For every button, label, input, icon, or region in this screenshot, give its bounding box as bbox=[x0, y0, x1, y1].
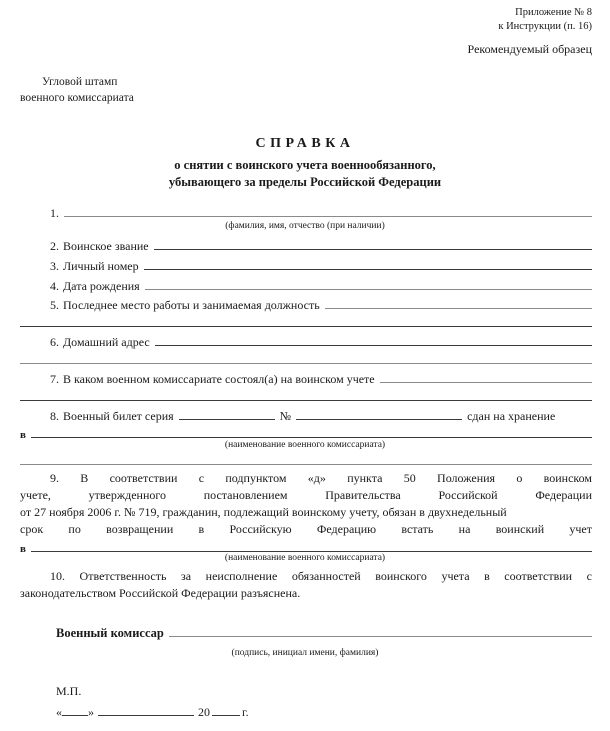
field-8-number-input[interactable] bbox=[296, 406, 462, 420]
annex-reference bbox=[498, 6, 592, 34]
field-row-4-birth-date bbox=[20, 276, 592, 294]
field-6-input-line[interactable] bbox=[155, 332, 592, 346]
field-5-wrap-line[interactable] bbox=[20, 326, 592, 327]
field-8-label: Военный билет серия bbox=[63, 409, 174, 423]
field-8-commissariat-caption: (наименование военного комиссариата) bbox=[224, 440, 386, 450]
annex-line-1: Приложение № 8 bbox=[515, 7, 592, 18]
field-7-input-line[interactable] bbox=[380, 369, 592, 383]
date-year-prefix: 20 bbox=[198, 705, 210, 719]
date-row bbox=[56, 703, 249, 720]
field-8-commissariat-input[interactable] bbox=[31, 424, 592, 438]
field-7-label: В каком военном комиссариате состоял(а) на воинском учете bbox=[63, 372, 375, 386]
paragraph-9-line-3: от 27 ноября 2006 г. № 719, гражданин, подлежащий воинскому учету, обязан в двухнедельный bbox=[20, 505, 507, 519]
field-5-number: 5. bbox=[50, 298, 59, 312]
field-8-number-symbol: № bbox=[279, 409, 292, 423]
field-6-wrap-line[interactable] bbox=[20, 363, 592, 364]
paragraph-9-line-2: учете, утвержденного постановлением Правительства Российской Федерации bbox=[20, 488, 592, 502]
signature-row bbox=[20, 623, 592, 641]
recommended-sample-label: Рекомендуемый образец bbox=[467, 42, 592, 56]
corner-stamp-line-2: военного комиссариата bbox=[20, 92, 134, 104]
date-day-input[interactable] bbox=[62, 703, 88, 716]
paragraph-9-line-1: 9. В соответствии с подпунктом «д» пункта 50 Положения о воинском bbox=[50, 471, 592, 485]
date-year-suffix: г. bbox=[242, 705, 249, 719]
field-5-input-line[interactable] bbox=[325, 295, 592, 309]
paragraph-9-commissariat-input[interactable] bbox=[31, 538, 592, 552]
document-subtitle-line-1: о снятии с воинского учета военнообязанного, bbox=[174, 158, 436, 172]
paragraph-9-commissariat-caption: (наименование военного комиссариата) bbox=[224, 553, 386, 563]
field-row-3-personal-number bbox=[20, 256, 592, 274]
field-8-in-prefix: в bbox=[20, 429, 26, 441]
field-8-number: 8. bbox=[50, 409, 59, 423]
field-1-caption: (фамилия, имя, отчество (при наличии) bbox=[225, 221, 385, 231]
paragraph-9-in-prefix: в bbox=[20, 543, 26, 555]
field-row-1-full-name bbox=[20, 203, 592, 221]
paragraph-10-line-2: законодательством Российской Федерации разъяснена. bbox=[20, 586, 301, 600]
signature-role-label: Военный комиссар bbox=[56, 626, 164, 640]
document-title-block bbox=[0, 136, 610, 191]
field-8-series-input[interactable] bbox=[179, 406, 275, 420]
corner-stamp-block bbox=[20, 74, 134, 106]
date-quote-close: » bbox=[88, 705, 94, 719]
field-4-input-line[interactable] bbox=[145, 276, 592, 290]
field-5-label: Последнее место работы и занимаемая должность bbox=[63, 298, 320, 312]
field-4-label: Дата рождения bbox=[63, 279, 140, 293]
date-year-input[interactable] bbox=[212, 703, 240, 716]
corner-stamp-line-1: Угловой штамп bbox=[42, 76, 118, 88]
signature-caption: (подпись, инициал имени, фамилия) bbox=[231, 648, 379, 658]
field-3-label: Личный номер bbox=[63, 259, 139, 273]
field-row-2-military-rank bbox=[20, 236, 592, 254]
field-7-number: 7. bbox=[50, 372, 59, 386]
seal-mark: М.П. bbox=[56, 684, 82, 698]
signature-input-line[interactable] bbox=[169, 623, 592, 637]
field-4-number: 4. bbox=[50, 279, 59, 293]
field-2-input-line[interactable] bbox=[154, 236, 592, 250]
paragraph-10-line-1: 10. Ответственность за неисполнение обязанностей воинского учета в соответствии с bbox=[50, 569, 592, 583]
field-8-commissariat-row bbox=[20, 424, 592, 441]
paragraph-10 bbox=[20, 568, 592, 602]
field-3-number: 3. bbox=[50, 259, 59, 273]
paragraph-9-line-4: срок по возвращении в Российскую Федерацию встать на воинский учет bbox=[20, 522, 592, 536]
date-quote-open: « bbox=[56, 705, 62, 719]
field-row-7-registration-commissariat bbox=[20, 369, 592, 387]
field-row-8-military-id bbox=[20, 406, 592, 424]
field-6-label: Домашний адрес bbox=[63, 335, 150, 349]
field-1-input-line[interactable] bbox=[64, 203, 592, 217]
separator-rule-before-paragraph-9 bbox=[20, 464, 592, 465]
field-2-label: Воинское звание bbox=[63, 239, 149, 253]
field-row-6-home-address bbox=[20, 332, 592, 350]
annex-line-2: к Инструкции (п. 16) bbox=[498, 21, 592, 32]
date-month-input[interactable] bbox=[98, 703, 194, 716]
field-8-tail-label: сдан на хранение bbox=[467, 409, 556, 423]
field-2-number: 2. bbox=[50, 239, 59, 253]
document-subtitle-line-2: убывающего за пределы Российской Федерации bbox=[168, 175, 442, 189]
field-1-number: 1. bbox=[50, 206, 59, 220]
paragraph-9 bbox=[20, 470, 592, 538]
field-7-wrap-line[interactable] bbox=[20, 400, 592, 401]
field-3-input-line[interactable] bbox=[144, 256, 592, 270]
field-6-number: 6. bbox=[50, 335, 59, 349]
document-title: СПРАВКА bbox=[255, 136, 355, 151]
field-row-5-last-workplace bbox=[20, 295, 592, 313]
